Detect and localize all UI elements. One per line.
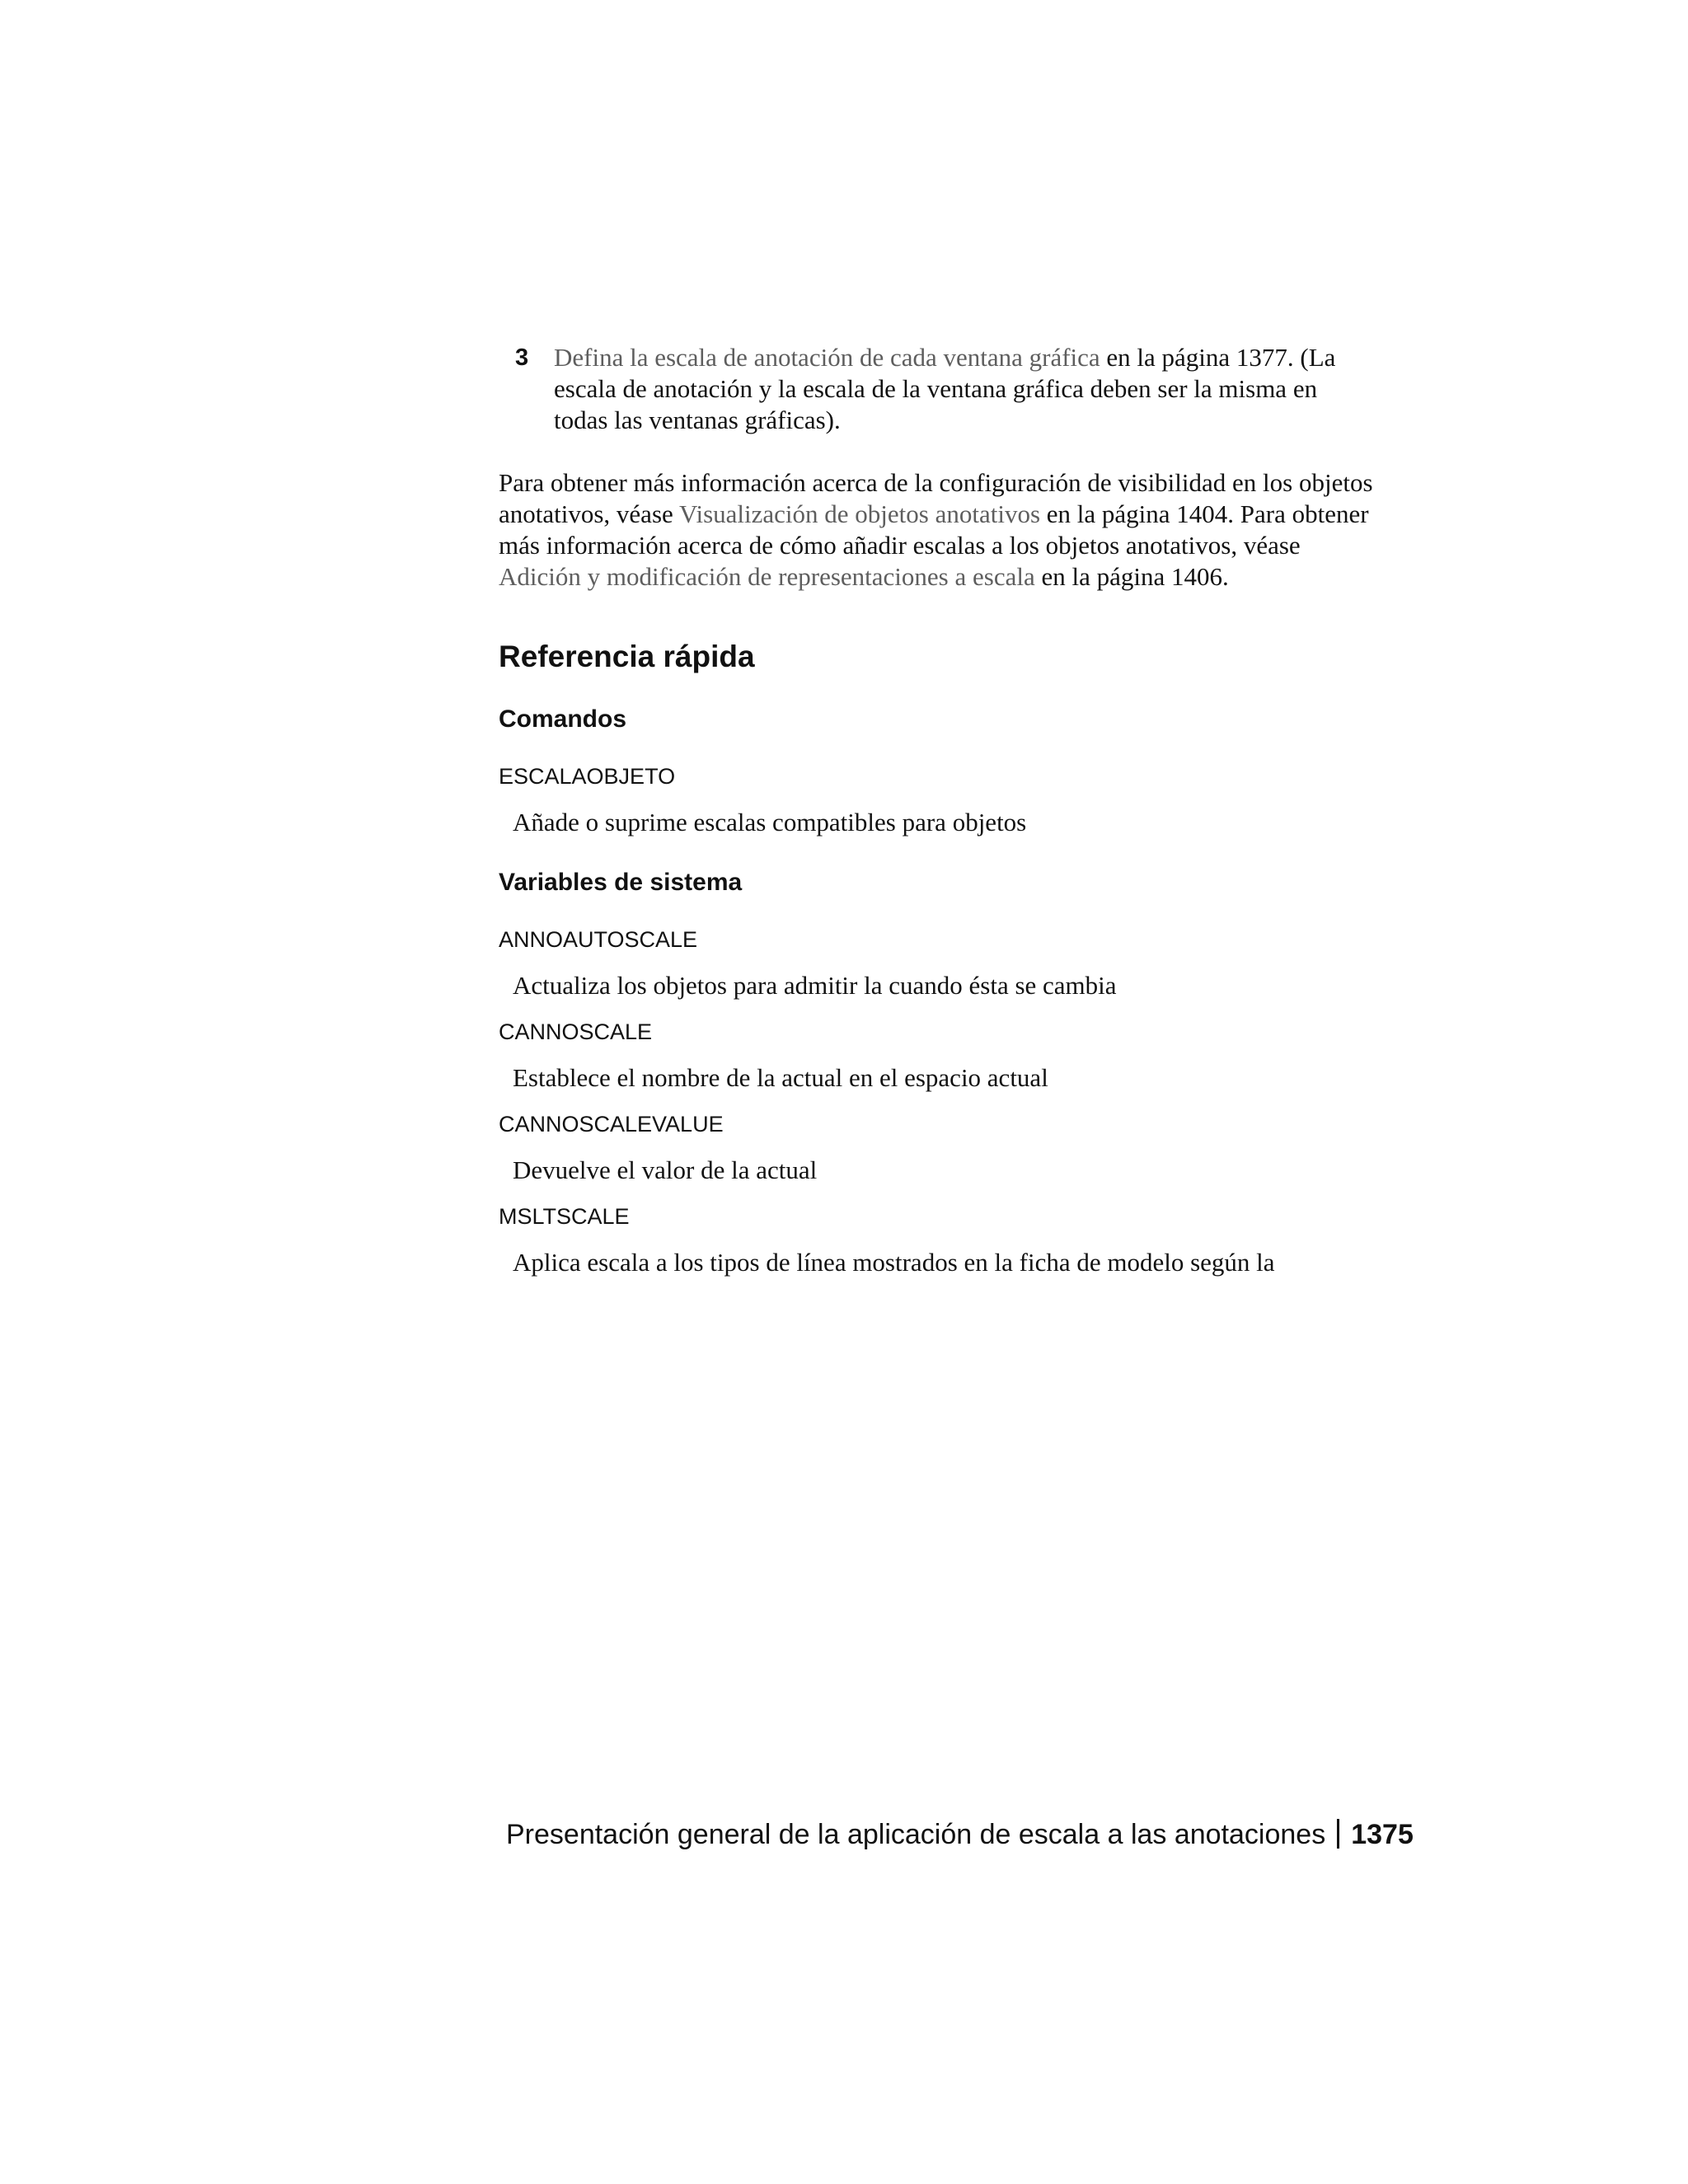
paragraph-link-adicion[interactable]: Adición y modificación de representaciones a escala [499, 562, 1035, 591]
paragraph-text-1: Para obtener más información acerca de la configuración de visibilidad en los objetos anotativos, véase [499, 468, 1373, 528]
command-name: ESCALAOBJETO [499, 764, 676, 789]
paragraph-link-visualizacion[interactable]: Visualización de objetos anotativos [678, 499, 1041, 528]
paragraph-text-3: en la página 1406. [1034, 562, 1229, 591]
paragraph-text-2: en la página 1404. Para obtener más información acerca de cómo añadir escalas a los objetos anotativos, véase [499, 499, 1369, 560]
section-heading-quick-reference: Referencia rápida [499, 640, 755, 673]
step-number: 3 [515, 344, 529, 371]
variable-name: ANNOAUTOSCALE [499, 927, 698, 952]
subheading-system-variables: Variables de sistema [499, 869, 743, 896]
step-page-ref: en la página 1377. [1100, 343, 1294, 372]
variable-name: MSLTSCALE [499, 1204, 630, 1229]
page-number: 1375 [1351, 1819, 1414, 1850]
subheading-commands: Comandos [499, 705, 627, 733]
variable-name: CANNOSCALEVALUE [499, 1112, 724, 1137]
page-footer [506, 1817, 1414, 1852]
step-link[interactable]: Defina la escala de anotación de cada ventana gráfica [554, 343, 1100, 372]
footer-separator [1337, 1819, 1339, 1849]
page-content [499, 342, 1376, 1278]
variable-description: Devuelve el valor de la actual [513, 1155, 818, 1184]
variable-description: Aplica escala a los tipos de línea mostrados en la ficha de modelo según la [513, 1248, 1275, 1277]
variable-name: CANNOSCALE [499, 1019, 653, 1044]
command-description: Añade o suprime escalas compatibles para objetos [513, 808, 1027, 837]
step-continuation: (La escala de anotación y la escala de la ventana gráfica deben ser la misma en todas las ventanas gráficas). [554, 343, 1336, 434]
info-paragraph [499, 467, 1376, 593]
footer-title: Presentación general de la aplicación de escala a las anotaciones [506, 1819, 1326, 1850]
variable-description: Establece el nombre de la actual en el espacio actual [513, 1063, 1048, 1092]
numbered-step [499, 342, 1376, 436]
variable-description: Actualiza los objetos para admitir la cuando ésta se cambia [513, 971, 1117, 1000]
